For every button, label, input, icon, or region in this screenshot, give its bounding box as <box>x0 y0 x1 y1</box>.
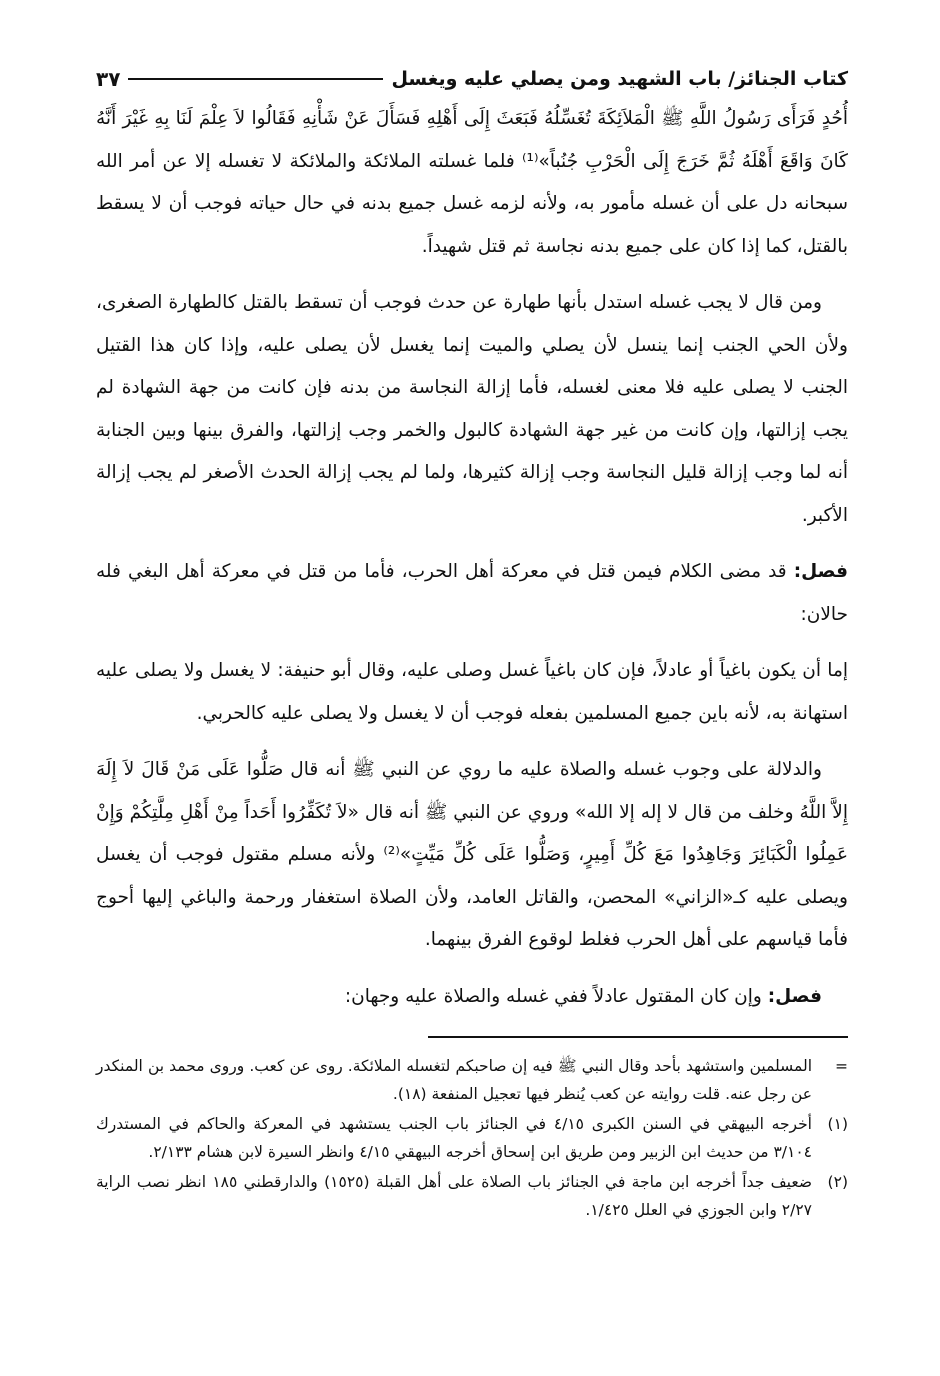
footnote <box>96 1110 848 1166</box>
paragraph-text: قد مضى الكلام فيمن قتل في معركة أهل الحرب، فأما من قتل في معركة أهل البغي فله حالان: <box>96 561 848 625</box>
paragraph: والدلالة على وجوب غسله والصلاة عليه ما روي عن النبي ﷺ أنه قال صَلُّوا عَلَى مَنْ قَالَ لاَ إِلَهَ إِلاَّ اللَّهُ وخلف من قال لا إله إلا الله» وروي عن النبي ﷺ أنه قال «لاَ تُكَفِّرُوا أَحَداً مِنْ أَهْلِ مِلَّتِكُمْ وَإِنْ عَمِلُوا الْكَبَائِرَ وَجَاهِدُوا مَعَ كُلِّ أَمِيرٍ، وَصَلُّوا عَلَى كُلِّ مَيِّتٍ»⁽²⁾ ولأنه مسلم مقتول فوجب أن يغسل ويصلى عليه كـ«الزاني» المحصن، والقاتل العامد، ولأن الصلاة استغفار ورحمة والباغي إليها أحوج فأما قياسهم على أهل الحرب فغلط لوقوع الفرق بينهما. <box>96 759 848 950</box>
main-text <box>96 98 848 1018</box>
footnotes <box>96 1052 848 1224</box>
paragraph: ومن قال لا يجب غسله استدل بأنها طهارة عن حدث فوجب أن تسقط بالقتل كالطهارة الصغرى، ولأن الحي الجنب إنما ينسل لأن يصلي والميت إنما يغسل لأن يصلى عليه، وإذا كان هذا القتيل الجنب لا يصلى عليه فلا معنى لغسله، فأما إزالة النجاسة من بدنه فإن كانت من جهة الشهادة لم يجب إزالتها، وإن كانت من غير جهة الشهادة كالبول والخمر وجب إزالتها، والفرق بينها وبين الجنابة أنه لما وجب إزالة قليل النجاسة وجب إزالة كثيرها، ولما لم يجب إزالة الحدث الأصغر لم يجب إزالة الأكبر. <box>96 292 848 526</box>
footnote-text: المسلمين واستشهد بأحد وقال النبي ﷺ فيه إن صاحبكم لتغسله الملائكة. روى عن كعب. وروى محمد بن المنكدر عن رجل عنه. قلت روايته عن كعب يُنظر فيها تعجيل المنفعة (١٨). <box>96 1056 812 1103</box>
paragraph <box>96 976 848 1019</box>
page-number: ٣٧ <box>96 67 121 91</box>
paragraph <box>96 551 848 636</box>
footnote-marker: (٢) <box>827 1172 848 1191</box>
footnote-text: ضعيف جداً أخرجه ابن ماجة في الجنائز باب الصلاة على أهل القبلة (١٥٢٥) والدارقطني ١٨٥ انظر نصب الراية ٢/٢٧ وابن الجوزي في العلل ١/٤٢٥. <box>96 1172 812 1219</box>
footnote-marker: (١) <box>827 1114 848 1133</box>
running-title: كتاب الجنائز/ باب الشهيد ومن يصلي عليه ويغسل <box>391 68 848 90</box>
paragraph: أُحُدٍ فَرَأَى رَسُولُ اللَّهِ ﷺ الْمَلاَئِكَةَ تُغَسِّلُهُ فَبَعَثَ إِلَى أَهْلِهِ فَسَأَلَ عَنْ شَأْنِهِ فَقَالُوا لاَ عِلْمَ لَنَا بِهِ غَيْرَ أَنَّهُ كَانَ وَاقَعَ أَهْلَهُ ثُمَّ خَرَجَ إِلَى الْحَرْبِ جُنُباً»⁽¹⁾ فلما غسلته الملائكة والملائكة لا تغسله إلا عن أمر الله سبحانه دل على أن غسله مأمور به، ولأنه لزمه غسل جميع بدنه في حال حياته فوجب أن لا يسقط بالقتل، كما إذا كان على جميع بدنه نجاسة ثم قتل شهيداً. <box>96 108 848 257</box>
paragraph-text: وإن كان المقتول عادلاً ففي غسله والصلاة عليه وجهان: <box>344 985 768 1007</box>
footnote-marker: = <box>835 1056 848 1075</box>
paragraph: إما أن يكون باغياً أو عادلاً، فإن كان باغياً غسل وصلى عليه، وقال أبو حنيفة: لا يغسل ولا يصلى عليه استهانة به، لأنه باين جميع المسلمين بفعله فوجب أن لا يغسل ولا يصلى عليه كالحربي. <box>96 660 848 724</box>
footnote <box>96 1168 848 1224</box>
running-header <box>96 62 848 96</box>
footnote-text: أخرجه البيهقي في السنن الكبرى ٤/١٥ في الجنائز باب الجنب يستشهد في المعركة والحاكم في المستدرك ٣/١٠٤ من حديث ابن الزبير ومن طريق ابن إسحاق أخرجه البيهقي ٤/١٥ وانظر السيرة لابن هشام ٢/١٣٣. <box>96 1114 812 1161</box>
footnote-separator <box>428 1036 848 1038</box>
section-label: فصل: <box>767 985 822 1007</box>
footnote <box>96 1052 848 1108</box>
section-label: فصل: <box>793 561 848 582</box>
book-page <box>96 62 848 1226</box>
header-rule <box>128 78 383 80</box>
